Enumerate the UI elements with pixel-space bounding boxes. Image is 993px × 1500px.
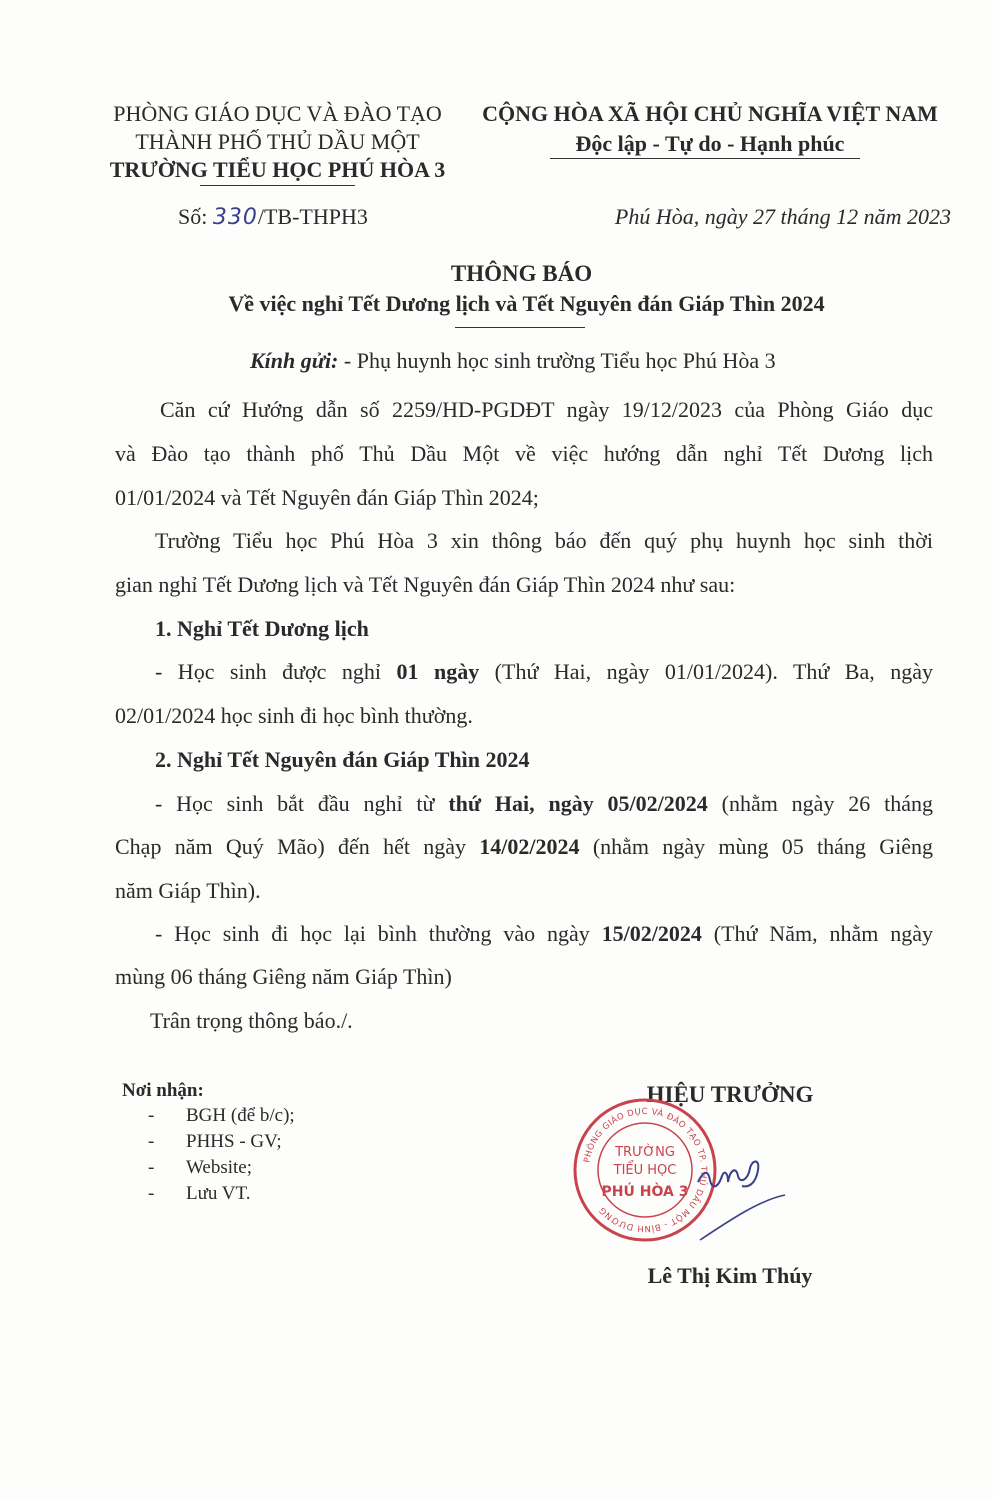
recipient-text: PHHS - GV; bbox=[186, 1131, 282, 1152]
number-suffix: /TB-THPH3 bbox=[257, 204, 368, 229]
signer-name: Lê Thị Kim Thúy bbox=[647, 1263, 813, 1288]
p2-line1: Trường Tiểu học Phú Hòa 3 xin thông báo đến quý phụ huynh học sinh thời bbox=[155, 528, 933, 553]
s2-l2-c: (nhằm ngày mùng 05 tháng Giêng bbox=[579, 834, 933, 859]
list-dash: - bbox=[148, 1183, 155, 1204]
school-underline bbox=[200, 185, 355, 186]
recipient-text: BGH (để b/c); bbox=[186, 1105, 295, 1126]
recipient-item bbox=[148, 1181, 250, 1207]
handwritten-number: 330 bbox=[212, 205, 258, 230]
s2-l2-b: 14/02/2024 bbox=[479, 834, 580, 859]
s2-l4-a: - Học sinh đi học lại bình thường vào ngày bbox=[155, 921, 602, 946]
signature-stroke-2 bbox=[700, 1195, 785, 1240]
stamp-text-2: TIỂU HỌC bbox=[613, 1163, 677, 1178]
greeting-text: - Phụ huynh học sinh trường Tiểu học Phú Hòa 3 bbox=[338, 348, 776, 373]
recipient-item bbox=[148, 1155, 252, 1181]
closing: Trân trọng thông báo./. bbox=[150, 1008, 353, 1033]
document-title: THÔNG BÁO bbox=[450, 261, 593, 286]
s2-l4-c: (Thứ Năm, nhằm ngày bbox=[701, 921, 933, 946]
city-name: THÀNH PHỐ THỦ DẦU MỘT bbox=[135, 129, 420, 154]
recipient-text: Lưu VT. bbox=[186, 1183, 251, 1204]
section2-line2 bbox=[115, 833, 933, 861]
p1-line1: Căn cứ Hướng dẫn số 2259/HD-PGDĐT ngày 19/12/2023 của Phòng Giáo dục bbox=[160, 397, 933, 422]
list-dash: - bbox=[148, 1105, 155, 1126]
section2-line4 bbox=[155, 920, 933, 948]
s2-l2-a: Chạp năm Quý Mão) đến hết ngày bbox=[115, 834, 480, 859]
s2-l1-c: (nhằm ngày 26 tháng bbox=[707, 791, 933, 816]
school-name: TRƯỜNG TIỂU HỌC PHÚ HÒA 3 bbox=[109, 157, 446, 182]
recipient-text: Website; bbox=[186, 1157, 253, 1178]
place-date: Phú Hòa, ngày 27 tháng 12 năm 2023 bbox=[614, 204, 951, 229]
p1-line3: 01/01/2024 và Tết Nguyên đán Giáp Thìn 2024; bbox=[115, 485, 539, 510]
list-dash: - bbox=[148, 1157, 155, 1178]
stamp-ring-text: PHÒNG GIÁO DỤC VÀ ĐÀO TẠO TP. THỦ DẦU MỘT - BÌNH DƯƠNG bbox=[582, 1106, 709, 1234]
section2-heading: 2. Nghỉ Tết Nguyên đán Giáp Thìn 2024 bbox=[155, 747, 530, 772]
s1-text-c: (Thứ Hai, ngày 01/01/2024). Thứ Ba, ngày bbox=[479, 659, 933, 684]
section1-line1 bbox=[155, 658, 933, 686]
signer-title: HIỆU TRƯỞNG bbox=[646, 1082, 814, 1107]
section2-line1 bbox=[155, 790, 933, 818]
document-subtitle: Về việc nghỉ Tết Dương lịch và Tết Nguyên đán Giáp Thìn 2024 bbox=[228, 291, 825, 316]
s2-l4-b: 15/02/2024 bbox=[601, 921, 702, 946]
s2-l1-b: thứ Hai, ngày 05/02/2024 bbox=[448, 791, 708, 816]
section2-line5: mùng 06 tháng Giêng năm Giáp Thìn) bbox=[115, 964, 452, 989]
p2-line2: gian nghỉ Tết Dương lịch và Tết Nguyên đán Giáp Thìn 2024 như sau: bbox=[115, 572, 736, 597]
title-divider bbox=[455, 327, 585, 328]
section1-line2: 02/01/2024 học sinh đi học bình thường. bbox=[115, 703, 473, 728]
greeting bbox=[250, 347, 776, 375]
p1-line2: và Đào tạo thành phố Thủ Dầu Một về việc hướng dẫn nghỉ Tết Dương lịch bbox=[115, 441, 933, 466]
national-motto: Độc lập - Tự do - Hạnh phúc bbox=[575, 131, 845, 156]
section1-heading: 1. Nghỉ Tết Dương lịch bbox=[155, 616, 369, 641]
motto-underline bbox=[550, 158, 860, 159]
recipient-item bbox=[148, 1129, 282, 1155]
s1-text-b: 01 ngày bbox=[396, 659, 480, 684]
s2-l1-a: - Học sinh bắt đầu nghỉ từ bbox=[155, 791, 449, 816]
signature-scribble bbox=[690, 1140, 810, 1250]
document-number bbox=[178, 203, 368, 232]
number-label: Số: bbox=[178, 204, 208, 229]
recipients-label: Nơi nhận: bbox=[122, 1080, 204, 1101]
stamp-text-1: TRƯỜNG bbox=[615, 1145, 675, 1160]
list-dash: - bbox=[148, 1131, 155, 1152]
recipient-item bbox=[148, 1103, 295, 1129]
stamp-text-3: PHÚ HÒA 3 bbox=[601, 1184, 689, 1200]
signature-stroke-1 bbox=[698, 1162, 758, 1187]
country-name: CỘNG HÒA XÃ HỘI CHỦ NGHĨA VIỆT NAM bbox=[482, 101, 938, 126]
greeting-label: Kính gửi: bbox=[250, 348, 339, 373]
section2-line3: năm Giáp Thìn). bbox=[115, 878, 261, 903]
s1-text-a: - Học sinh được nghỉ bbox=[155, 659, 397, 684]
agency-name: PHÒNG GIÁO DỤC VÀ ĐÀO TẠO bbox=[113, 101, 442, 126]
